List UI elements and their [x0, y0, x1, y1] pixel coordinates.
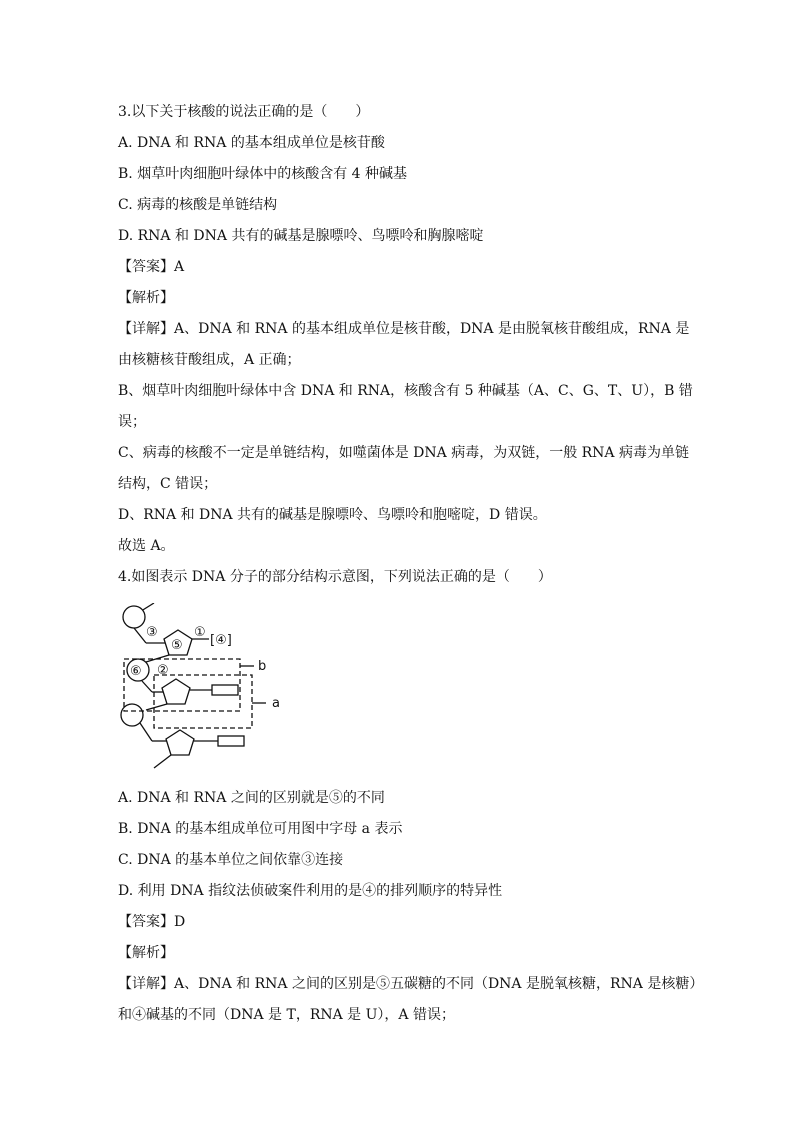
q3-option-d: D. RNA 和 DNA 共有的碱基是腺嘌呤、鸟嘌呤和胸腺嘧啶	[118, 228, 484, 244]
phosphodiester-link	[146, 704, 167, 710]
q3-explanation-line: 误；	[118, 414, 146, 430]
phosphate-circle-top	[123, 606, 145, 628]
q4-explanation-line: 【详解】A、DNA 和 RNA 之间的区别是⑤五碳糖的不同（DNA 是脱氧核糖，RNA 是核糖）	[118, 976, 704, 992]
phosphate-circle-bottom	[121, 704, 143, 726]
pentose-sugar-middle	[162, 679, 190, 704]
phosphate-link	[134, 628, 146, 643]
base-rect-bottom	[218, 736, 244, 746]
dna-structure-diagram	[118, 603, 318, 778]
question-4-stem: 4.如图表示 DNA 分子的部分结构示意图，下列说法正确的是（ ）	[118, 569, 552, 585]
q4-option-d: D. 利用 DNA 指纹法侦破案件利用的是④的排列顺序的特异性	[118, 883, 503, 899]
strand-line	[154, 755, 171, 768]
q3-option-b: B. 烟草叶肉细胞叶绿体中的核酸含有 4 种碱基	[118, 166, 407, 182]
q3-explanation-line: B、烟草叶肉细胞叶绿体中含 DNA 和 RNA，核酸含有 5 种碱基（A、C、G、T、U），B 错	[118, 383, 693, 399]
q3-analysis-heading: 【解析】	[118, 290, 174, 306]
question-3-stem: 3.以下关于核酸的说法正确的是（ ）	[118, 104, 370, 120]
q3-option-a: A. DNA 和 RNA 的基本组成单位是核苷酸	[118, 135, 385, 151]
label-5: ⑤	[171, 638, 183, 653]
q3-explanation-line: D、RNA 和 DNA 共有的碱基是腺嘌呤、鸟嘌呤和胞嘧啶，D 错误。	[118, 507, 547, 523]
label-6: ⑥	[130, 664, 142, 679]
q4-explanation-line: 和④碱基的不同（DNA 是 T，RNA 是 U），A 错误；	[118, 1007, 455, 1023]
label-3: ③	[146, 625, 158, 640]
q4-analysis-heading: 【解析】	[118, 945, 174, 961]
label-2: ②	[157, 663, 169, 678]
q3-answer: 【答案】A	[118, 259, 185, 275]
q3-explanation-line: 结构，C 错误；	[118, 476, 218, 492]
pentose-sugar-bottom	[166, 730, 194, 755]
q3-explanation-line: C、病毒的核酸不一定是单链结构，如噬菌体是 DNA 病毒，为双链，一般 RNA 病毒为单链	[118, 445, 689, 461]
q4-option-b: B. DNA 的基本组成单位可用图中字母 a 表示	[118, 821, 403, 837]
q3-explanation-line: 【详解】A、DNA 和 RNA 的基本组成单位是核苷酸，DNA 是由脱氧核苷酸组成，RNA 是	[118, 321, 690, 337]
label-b: b	[258, 659, 267, 674]
q3-conclusion: 故选 A。	[118, 538, 175, 554]
phosphate-link	[142, 681, 152, 692]
label-4: [④]	[210, 633, 232, 648]
label-a: a	[272, 696, 280, 711]
label-1: ①	[194, 625, 206, 640]
q4-answer: 【答案】D	[118, 914, 186, 930]
q3-option-c: C. 病毒的核酸是单链结构	[118, 197, 278, 213]
phosphate-link	[140, 723, 152, 741]
q3-explanation-line: 由核糖核苷酸组成，A 正确；	[118, 352, 301, 368]
q4-option-c: C. DNA 的基本单位之间依靠③连接	[118, 852, 344, 868]
base-rect-middle	[212, 685, 238, 695]
q4-option-a: A. DNA 和 RNA 之间的区别就是⑤的不同	[118, 790, 385, 806]
